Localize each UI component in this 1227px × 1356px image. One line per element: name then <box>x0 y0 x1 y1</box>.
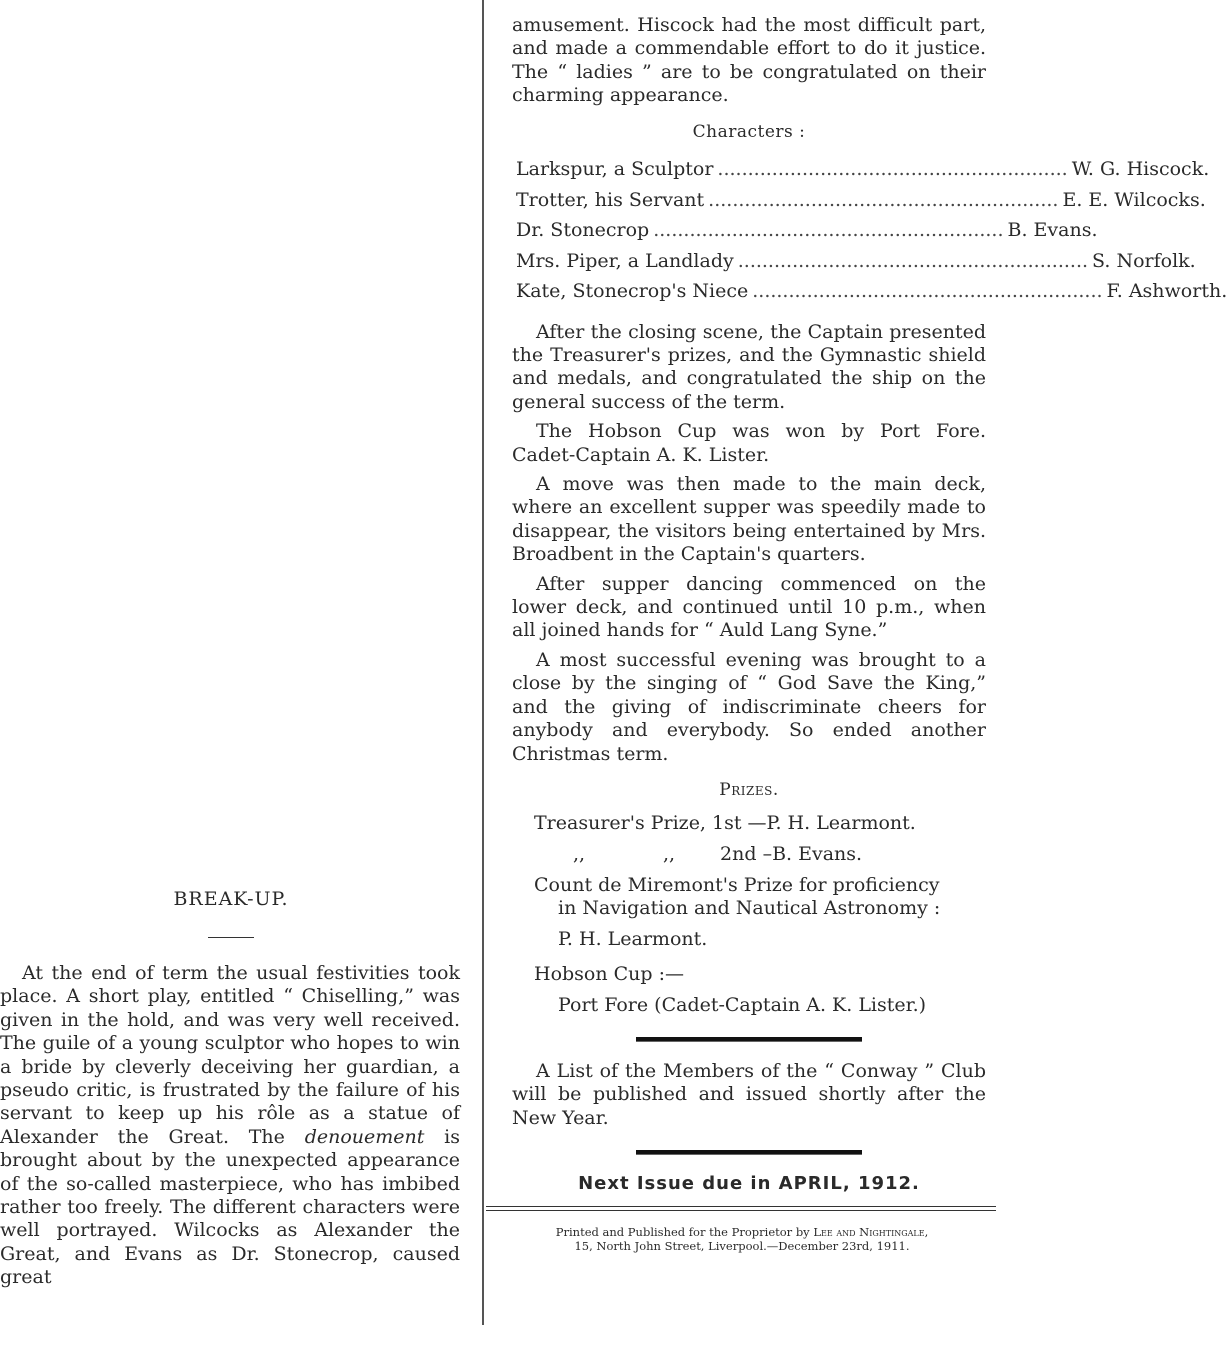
continuation-paragraph: amusement. Hiscock had the most difficult part, and made a commendable effort to do it justice. The “ ladies ” are to be congratulated on their charming appearance. <box>512 14 986 107</box>
column-divider <box>482 0 484 1325</box>
cast-role: Kate, Stonecrop's Niece <box>516 280 749 303</box>
imprint-line-1 <box>498 1225 986 1239</box>
cast-row <box>516 276 1227 307</box>
section-rule <box>636 1037 862 1042</box>
prizes-list <box>512 812 986 1017</box>
cast-actor: W. G. Hiscock. <box>1071 157 1210 180</box>
next-issue-notice: Next Issue due in APRIL, 1912. <box>578 1173 920 1195</box>
cast-row <box>516 154 1210 185</box>
paragraph-hobson-cup: The Hobson Cup was won by Port Fore. Cadet-Captain A. K. Lister. <box>512 420 986 466</box>
cast-role: Mrs. Piper, a Landlady <box>516 249 734 272</box>
prize-treasurer-second: 2nd –B. Evans. <box>720 842 863 865</box>
printer-imprint <box>498 1225 986 1253</box>
prize-miremont-line1: Count de Miremont's Prize for proficiency <box>534 873 940 896</box>
section-rule <box>636 1150 862 1155</box>
club-notice: A List of the Members of the “ Conway ” Club will be published and issued shortly after the New Year. <box>512 1059 986 1129</box>
cast-role: Dr. Stonecrop <box>516 219 650 242</box>
right-column <box>512 14 1227 1254</box>
break-up-text-2: is brought about by the unexpected appearance of the so-called masterpiece, who has imbibed rather too freely. The different characters were well portrayed. Wilcocks as Alexander the Great, and Evans as Dr. Stonecrop, caused great <box>0 1125 460 1289</box>
section-heading-break-up: BREAK-UP. <box>173 888 289 910</box>
break-up-paragraph <box>0 962 460 1290</box>
cast-actor: B. Evans. <box>1007 219 1098 242</box>
cast-actor: F. Ashworth. <box>1106 280 1227 303</box>
cast-role: Larkspur, a Sculptor <box>516 157 714 180</box>
break-up-text-1: At the end of term the usual festivities took place. A short play, entitled “ Chiselling,” was given in the hold, and was very well received. The guile of a young sculptor who hopes to win a bride by cleverly deceiving her guardian, a pseudo critic, is frustrated by the failure of his servant to keep up his rôle as a statue of Alexander the Great. The <box>0 962 460 1148</box>
imprint-line-2: 15, North John Street, Liverpool.—December 23rd, 1911. <box>574 1239 910 1254</box>
prize-miremont-winner: P. H. Learmont. <box>558 927 708 950</box>
prize-hobson-label: Hobson Cup :— <box>534 962 685 985</box>
leader-dots: .......................................................... <box>717 157 1068 180</box>
cast-row <box>516 245 1196 276</box>
leader-dots: .......................................................... <box>737 249 1089 272</box>
ditto-mark: ,, <box>572 842 586 865</box>
cast-role: Trotter, his Servant <box>516 188 705 211</box>
break-up-article <box>0 962 460 1290</box>
prize-miremont-line2: in Navigation and Nautical Astronomy : <box>558 896 941 919</box>
ditto-mark: ,, <box>662 842 676 865</box>
imprint-printer-name: Lee and Nightingale, <box>813 1225 929 1240</box>
prize-treasurer-first: Treasurer's Prize, 1st —P. H. Learmont. <box>534 811 916 834</box>
heading-rule <box>208 937 254 938</box>
cast-list <box>516 154 1227 307</box>
prizes-heading: Prizes. <box>719 779 779 800</box>
prize-treasurer-second-row <box>534 843 986 866</box>
prize-hobson-winner: Port Fore (Cadet-Captain A. K. Lister.) <box>558 993 927 1016</box>
paragraph-closing: A most successful evening was brought to a close by the singing of “ God Save the King,” and the giving of indiscriminate cheers for anybody and everybody. So ended another Christmas term. <box>512 648 986 765</box>
leader-dots: .......................................................... <box>653 219 1004 242</box>
characters-heading: Characters : <box>692 121 806 142</box>
break-up-text-italic: denouement <box>304 1125 425 1148</box>
cast-row <box>516 184 1206 215</box>
imprint-text: Printed and Published for the Proprietor by <box>555 1225 814 1240</box>
leader-dots: .......................................................... <box>752 280 1103 303</box>
cast-actor: S. Norfolk. <box>1092 249 1196 272</box>
paragraph-closing-scene: After the closing scene, the Captain presented the Treasurer's prizes, and the Gymnastic shield and medals, and congratulated the ship on the general success of the term. <box>512 320 986 413</box>
footer-rule <box>486 1206 996 1211</box>
cast-actor: E. E. Wilcocks. <box>1062 188 1206 211</box>
cast-row <box>516 215 1098 246</box>
paragraph-dancing: After supper dancing commenced on the lower deck, and continued until 10 p.m., when all joined hands for “ Auld Lang Syne.” <box>512 572 986 642</box>
leader-dots: .......................................................... <box>708 188 1059 211</box>
paragraph-supper: A move was then made to the main deck, where an excellent supper was speedily made to disappear, the visitors being entertained by Mrs. Broadbent in the Captain's quarters. <box>512 473 986 566</box>
